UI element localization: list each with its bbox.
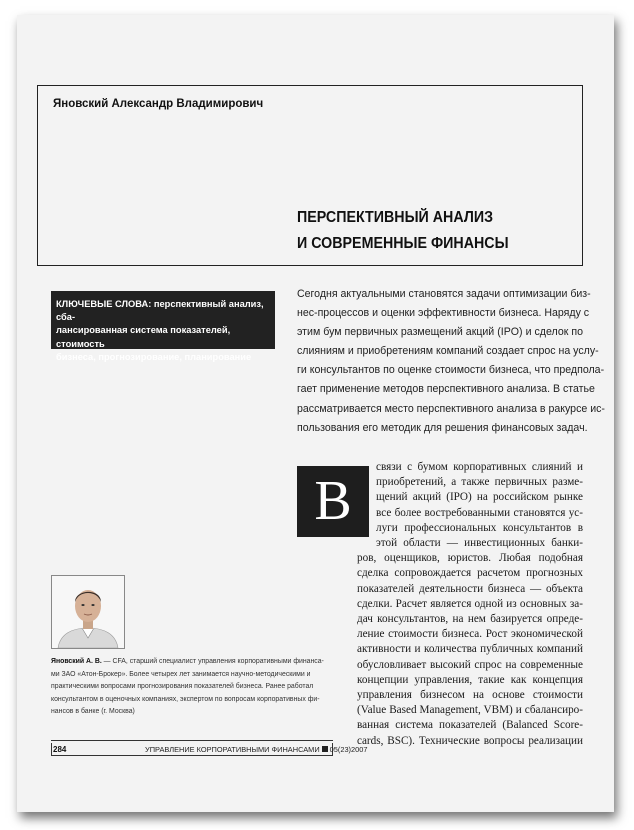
keywords-line-1: КЛЮЧЕВЫЕ СЛОВА: перспективный анализ, сба- <box>56 299 264 323</box>
body-line: ванная система показателей (Balanced Score- <box>357 719 583 732</box>
body-line: луги профессиональных консультантов в <box>376 521 583 534</box>
bio-text: — CFA, старший специалист управления корпоративными финанса- <box>101 658 324 665</box>
bio-line <box>51 656 324 669</box>
author-photo <box>51 575 125 649</box>
article-body <box>297 460 583 749</box>
title-line-2: И СОВРЕМЕННЫЕ ФИНАНСЫ <box>297 235 509 252</box>
author-portrait-icon <box>52 576 124 648</box>
body-line: ров, оценщиков, юристов. Любая подобная <box>357 552 583 565</box>
bio-line: ми ЗАО «Атон-Брокер». Более четырех лет занимается научно-методическими и <box>51 670 311 678</box>
abstract-line: этим бум первичных размещений акций (IPO) и сделок по <box>297 326 583 339</box>
keywords-line-2: лансированная система показателей, стоимость <box>56 325 231 349</box>
author-bio <box>51 656 324 719</box>
abstract-line: Сегодня актуальными становятся задачи оптимизации биз- <box>297 288 591 300</box>
body-line: обусловливает высокий спрос на современные <box>357 658 583 671</box>
body-line: активности и количества публичных компаний <box>357 643 583 656</box>
journal-issue: 05(23)2007 <box>329 745 368 754</box>
bio-line: практическими вопросами прогнозирования показателей бизнеса. Ранее работал <box>51 683 314 691</box>
bio-line: нансов в банке (г. Москва) <box>51 708 135 716</box>
body-line: (Value Based Management, VBM) и сбалансиро- <box>357 704 583 717</box>
article-title <box>297 205 509 257</box>
abstract-line: рассматривается место перспективного анализа в ракурсе ис- <box>297 402 605 415</box>
abstract-line: гает применение методов перспективного анализа. В статье <box>297 383 595 396</box>
abstract-line: пользования его методик для решения финансовых задач. <box>297 421 588 434</box>
keywords-line-3: бизнеса, прогнозирование, планирование <box>56 351 252 362</box>
body-line: приобретений, а также первичных разме- <box>376 476 583 489</box>
body-line: все более востребованными становятся ус- <box>376 506 583 519</box>
footer-rule <box>51 740 333 741</box>
drop-cap: В <box>297 466 369 537</box>
abstract-line: слияниям и приобретениям компаний создает спрос на услу- <box>297 345 599 358</box>
body-line: щений акций (IPO) на российском рынке <box>376 491 583 504</box>
body-line: сделка сопровождается расчетом прогнозных <box>357 567 583 580</box>
body-line: дач консультантов, на нем базируется опреде- <box>357 613 583 626</box>
abstract-line: ги консультантов по оценке стоимости бизнеса, что предпола- <box>297 364 605 377</box>
author-name: Яновский Александр Владимирович <box>53 98 264 110</box>
body-line: ление стоимости бизнеса. Рост экономической <box>357 628 583 641</box>
abstract <box>297 285 605 438</box>
body-line: показателей деятельности бизнеса — объекта <box>357 582 583 595</box>
bio-line: консультантом в оценочных компаниях, экспертом по вопросам корпоративных фи- <box>51 695 320 703</box>
bio-name: Яновский А. В. <box>51 658 102 665</box>
body-line: связи с бумом корпоративных слияний и <box>376 461 583 473</box>
abstract-line: нес-процессов и оценки эффективности бизнеса. Наряду с <box>297 307 590 320</box>
journal-title: УПРАВЛЕНИЕ КОРПОРАТИВНЫМИ ФИНАНСАМИ <box>145 745 320 754</box>
body-line: сделки. Расчет является одной из основных за- <box>357 597 583 610</box>
title-line-1: ПЕРСПЕКТИВНЫЙ АНАЛИЗ <box>297 209 494 226</box>
body-line: этой области — инвестиционных банки- <box>376 537 583 550</box>
body-line: управления бизнесом на основе стоимости <box>357 689 583 702</box>
page-number: 284 <box>53 745 67 754</box>
journal-footer <box>145 745 367 754</box>
body-line: cards, BSC). Технические вопросы реализации <box>357 734 583 747</box>
keywords-box <box>51 291 275 362</box>
square-bullet-icon <box>322 746 328 752</box>
body-line: концепции управления, такие как концепция <box>357 673 583 686</box>
